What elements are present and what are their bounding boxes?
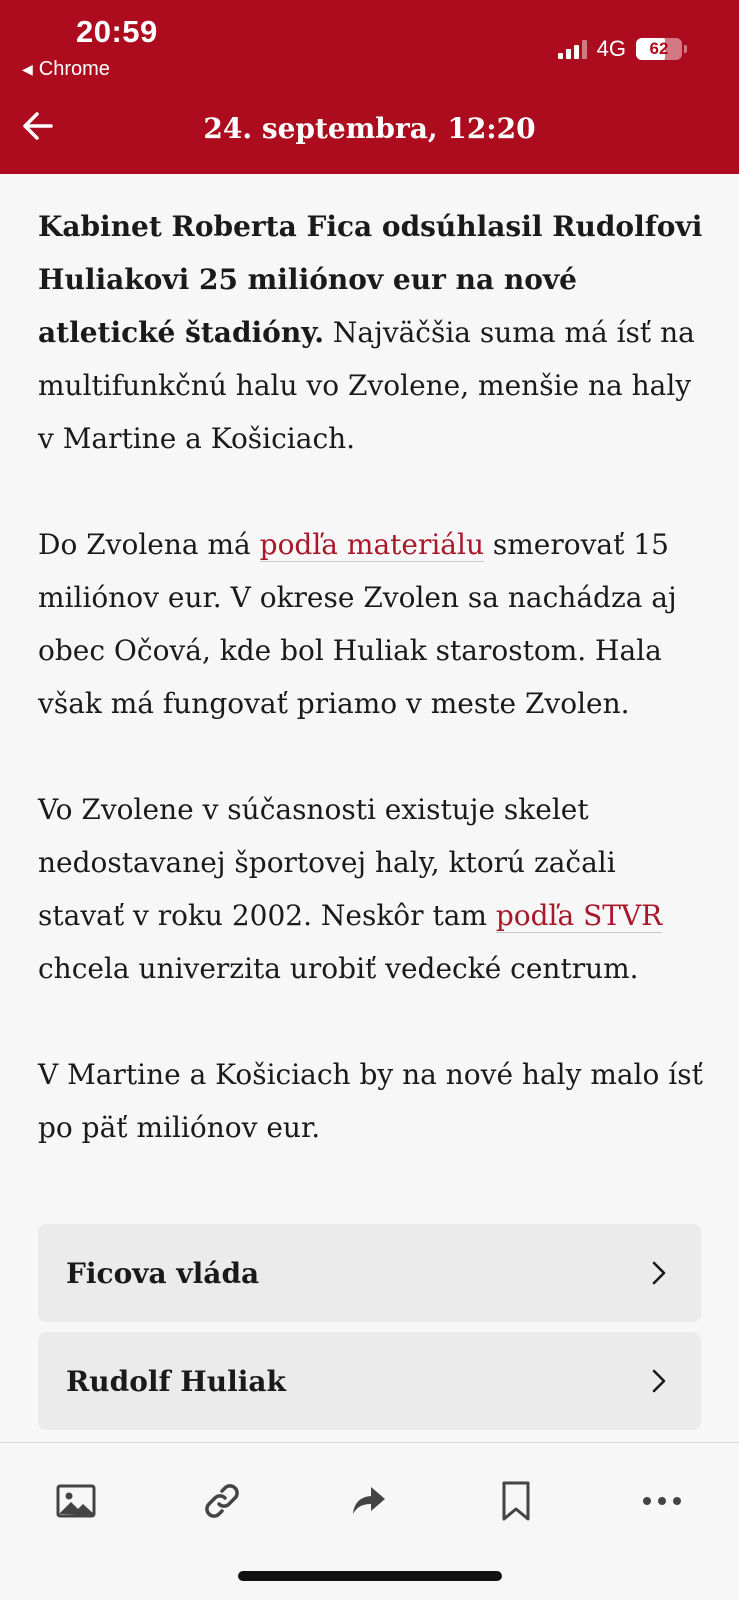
text: Do Zvolena má xyxy=(38,528,260,561)
tag-label: Ficova vláda xyxy=(66,1256,260,1290)
network-type: 4G xyxy=(596,36,626,61)
back-to-app-link[interactable] xyxy=(22,58,110,81)
battery-icon xyxy=(636,38,682,60)
chevron-right-icon xyxy=(645,1260,671,1286)
text: Vo Zvolene v súčasnosti existuje skelet nedostavanej športovej haly, ktorú začali stavať v roku 2002. Neskôr tam xyxy=(38,793,616,932)
home-indicator[interactable] xyxy=(238,1571,502,1581)
top-bar xyxy=(0,0,739,174)
tag-list xyxy=(38,1224,701,1440)
link-stvr[interactable]: podľa STVR xyxy=(495,899,663,932)
paragraph-4: V Martine a Košiciach by na nové haly malo ísť po päť miliónov eur. xyxy=(38,1058,703,1144)
tag-rudolf-huliak[interactable] xyxy=(38,1332,701,1430)
back-app-label: Chrome xyxy=(38,58,110,80)
paragraph-3 xyxy=(38,783,703,995)
status-indicators xyxy=(558,36,687,62)
status-time: 20:59 xyxy=(76,14,158,49)
article-body xyxy=(38,200,703,1207)
image-icon[interactable] xyxy=(52,1477,100,1525)
battery-level: 62 xyxy=(649,39,669,58)
tag-label: Rudolf Huliak xyxy=(66,1364,286,1398)
share-icon[interactable] xyxy=(345,1477,393,1525)
more-icon[interactable] xyxy=(638,1477,686,1525)
lead-text: Najväčšia suma má ísť na multifunkčnú halu vo Zvolene, menšie na haly v Martine a Košiciach. xyxy=(38,316,695,455)
paragraph-2 xyxy=(38,518,703,730)
page-title: 24. septembra, 12:20 xyxy=(203,112,536,145)
link-icon[interactable] xyxy=(198,1477,246,1525)
text: smerovať 15 miliónov eur. V okrese Zvolen sa nachádza aj obec Očová, kde bol Huliak starostom. Hala však má fungovať priamo v meste Zvolen. xyxy=(38,528,677,720)
bookmark-icon[interactable] xyxy=(492,1477,540,1525)
text: chcela univerzita urobiť vedecké centrum. xyxy=(38,952,639,985)
chevron-right-icon xyxy=(645,1368,671,1394)
lead-bold-text: Kabinet Roberta Fica odsúhlasil Rudolfovi Huliakovi 25 miliónov eur na nové atletické štadióny. xyxy=(38,210,703,349)
back-triangle-icon: ◀ xyxy=(22,61,33,77)
tag-ficova-vlada[interactable] xyxy=(38,1224,701,1322)
link-material[interactable]: podľa materiálu xyxy=(259,528,484,561)
paragraph-1 xyxy=(38,200,703,465)
signal-icon xyxy=(558,39,587,59)
